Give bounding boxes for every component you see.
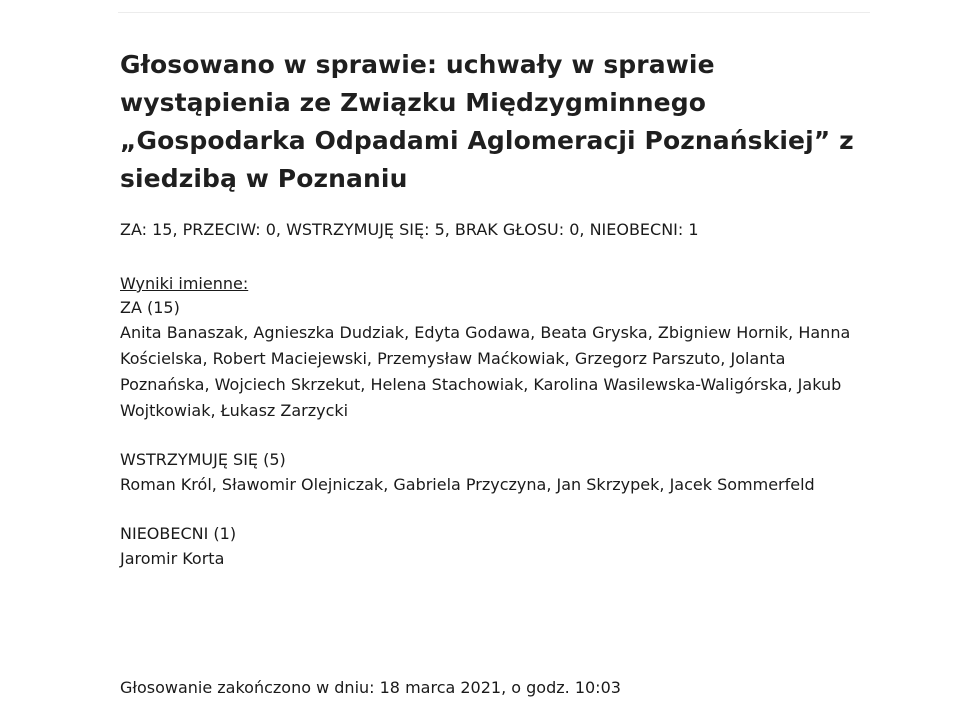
group-heading-for: ZA (15) <box>120 298 180 317</box>
group-abstain <box>120 448 865 498</box>
group-names-for: Anita Banaszak, Agnieszka Dudziak, Edyta Godawa, Beata Gryska, Zbigniew Hornik, Hanna Kościelska, Robert Maciejewski, Przemysław Maćkowiak, Grzegorz Parszuto, Jolanta Poznańska, Wojciech Skrzekut, Helena Stachowiak, Karolina Wasilewska-Waligórska, Jakub Wojtkowiak, Łukasz Zarzycki <box>120 323 851 420</box>
group-heading-absent: NIEOBECNI (1) <box>120 524 237 543</box>
group-heading-abstain: WSTRZYMUJĘ SIĘ (5) <box>120 450 286 469</box>
vote-closed-footer: Głosowanie zakończono w dniu: 18 marca 2021, o godz. 10:03 <box>120 678 621 697</box>
group-names-abstain: Roman Król, Sławomir Olejniczak, Gabriela Przyczyna, Jan Skrzypek, Jacek Sommerfeld <box>120 475 815 494</box>
group-names-absent: Jaromir Korta <box>120 549 225 568</box>
vote-summary: ZA: 15, PRZECIW: 0, WSTRZYMUJĘ SIĘ: 5, BRAK GŁOSU: 0, NIEOBECNI: 1 <box>120 220 699 239</box>
named-results-heading: Wyniki imienne: <box>120 274 249 293</box>
top-divider <box>118 12 870 13</box>
voting-document <box>120 46 865 572</box>
group-for <box>120 296 865 424</box>
group-absent <box>120 522 865 572</box>
vote-title: Głosowano w sprawie: uchwały w sprawie wystąpienia ze Związku Międzygminnego „Gospodarka Odpadami Aglomeracji Poznańskiej” z siedzibą w Poznaniu <box>120 50 854 193</box>
